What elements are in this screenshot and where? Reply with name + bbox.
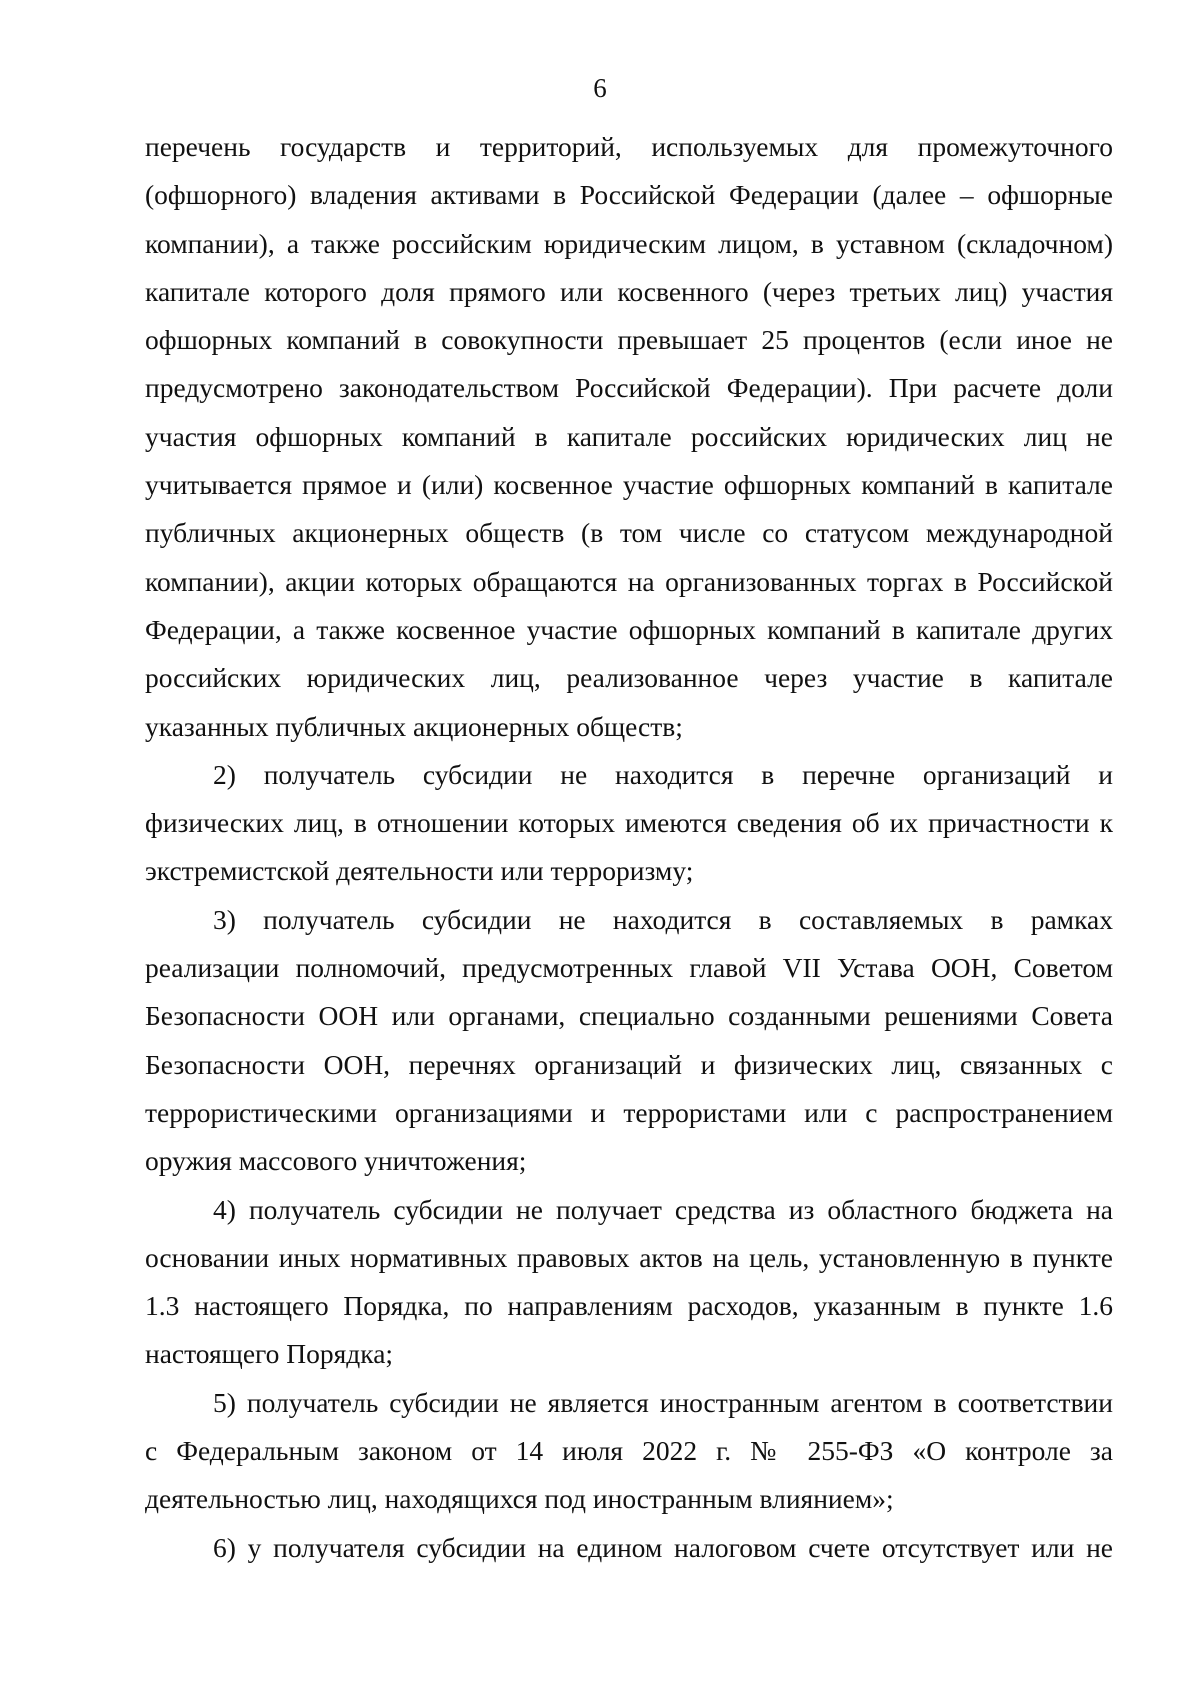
- text-line: настоящего Порядка;: [145, 1338, 394, 1370]
- text-line: 4) получатель субсидии не получает средства из областного бюджета на: [213, 1193, 1113, 1225]
- text-line: компании), акции которых обращаются на организованных торгах в Российской: [145, 565, 1113, 597]
- document-body-text: [145, 123, 1113, 1572]
- text-line: Федерации, а также косвенное участие офшорных компаний в капитале других: [145, 613, 1113, 645]
- text-line: Безопасности ООН, перечнях организаций и физических лиц, связанных с: [145, 1048, 1113, 1080]
- text-line: перечень государств и территорий, используемых для промежуточного: [145, 131, 1113, 162]
- text-line: учитывается прямое и (или) косвенное участие офшорных компаний в капитале: [145, 469, 1113, 501]
- text-line: Безопасности ООН или органами, специально созданными решениями Совета: [145, 1000, 1113, 1032]
- text-line: основании иных нормативных правовых актов на цель, установленную в пункте: [145, 1241, 1113, 1273]
- text-line: (офшорного) владения активами в Российской Федерации (далее – офшорные: [145, 179, 1113, 211]
- text-line: деятельностью лиц, находящихся под иностранным влиянием»;: [145, 1483, 894, 1515]
- text-line: указанных публичных акционерных обществ;: [145, 710, 683, 742]
- text-line: 6) у получателя субсидии на едином налоговом счете отсутствует или не: [213, 1531, 1113, 1563]
- text-line: офшорных компаний в совокупности превышает 25 процентов (если иное не: [145, 324, 1113, 356]
- text-line: физических лиц, в отношении которых имеются сведения об их причастности к: [145, 807, 1113, 839]
- text-line: 1.3 настоящего Порядка, по направлениям расходов, указанным в пункте 1.6: [145, 1290, 1113, 1322]
- text-line: 2) получатель субсидии не находится в перечне организаций и: [213, 758, 1113, 790]
- text-line: с Федеральным законом от 14 июля 2022 г. № 255-ФЗ «О контроле за: [145, 1435, 1113, 1467]
- page-number: 6: [593, 73, 607, 103]
- text-line: экстремистской деятельности или терроризму;: [145, 855, 694, 887]
- text-line: 5) получатель субсидии не является иностранным агентом в соответствии: [213, 1386, 1113, 1418]
- text-line: российских юридических лиц, реализованное через участие в капитале: [145, 662, 1113, 694]
- text-line: террористическими организациями и террористами или с распространением: [145, 1096, 1113, 1128]
- text-line: 3) получатель субсидии не находится в составляемых в рамках: [213, 903, 1113, 935]
- text-line: компании), а также российским юридическим лицом, в уставном (складочном): [145, 227, 1113, 259]
- text-line: публичных акционерных обществ (в том числе со статусом международной: [145, 517, 1113, 549]
- text-line: участия офшорных компаний в капитале российских юридических лиц не: [145, 420, 1113, 452]
- text-line: предусмотрено законодательством Российской Федерации). При расчете доли: [145, 372, 1113, 404]
- text-line: капитале которого доля прямого или косвенного (через третьих лиц) участия: [145, 275, 1113, 307]
- text-line: оружия массового уничтожения;: [145, 1145, 527, 1177]
- text-line: реализации полномочий, предусмотренных главой VII Устава ООН, Советом: [145, 952, 1113, 984]
